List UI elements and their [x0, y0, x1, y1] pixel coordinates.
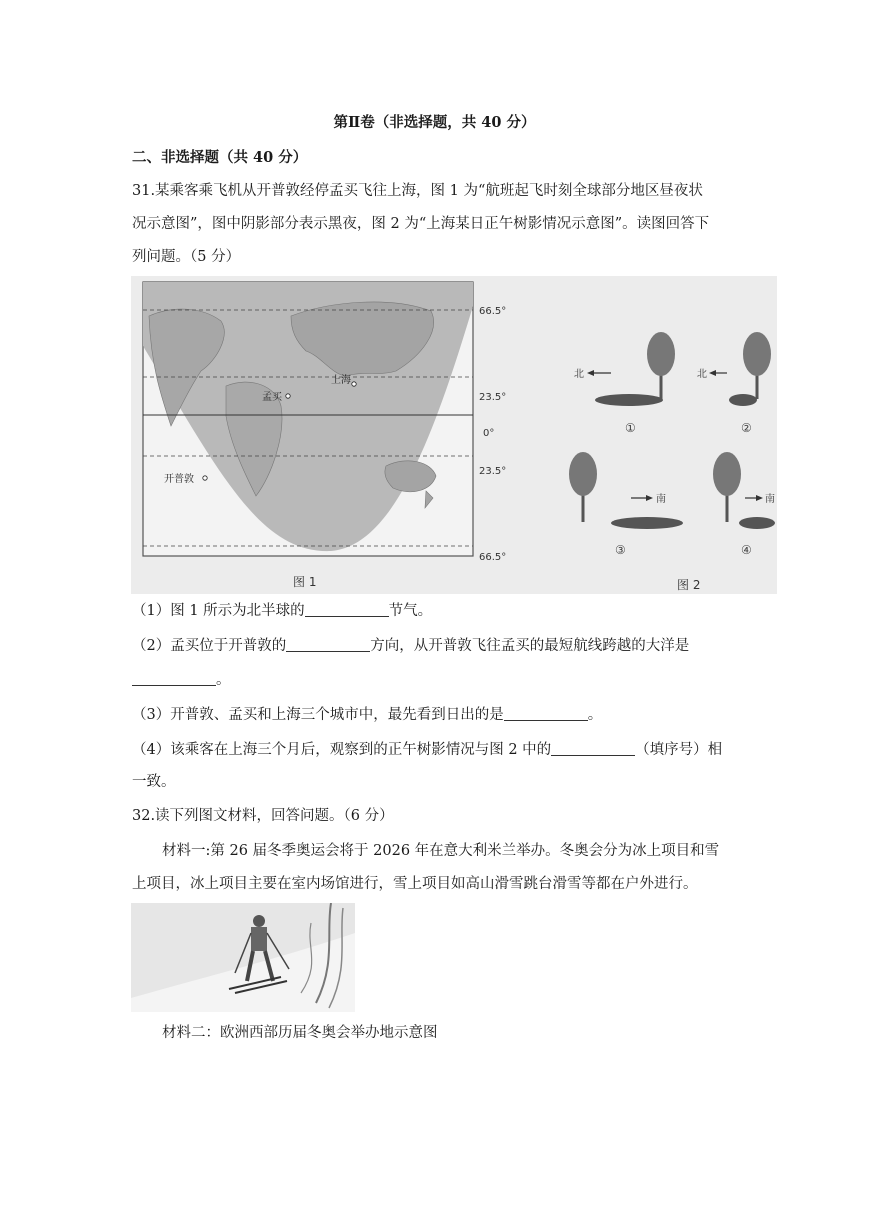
- q31-sub2-text: 方向，从开普敦飞往孟买的最短航线跨越的大洋是: [370, 638, 690, 654]
- north-label: 北: [574, 369, 584, 380]
- q31-stem-line: 列问题。（5 分）: [132, 249, 241, 265]
- lat-label: 66.5°: [479, 306, 507, 317]
- skier-image: [131, 903, 355, 1012]
- q31-sub3-text: （3）开普敦、孟买和上海三个城市中，最先看到日出的是: [132, 707, 504, 723]
- answer-blank[interactable]: [551, 741, 635, 756]
- figure2-caption: 图 2: [677, 578, 701, 592]
- south-label: 南: [765, 494, 775, 505]
- q31-sub1-text: 节气。: [388, 603, 433, 619]
- south-label: 南: [656, 494, 666, 505]
- q31-sub4-cont: 一致。: [132, 774, 176, 790]
- answer-blank[interactable]: [305, 602, 389, 617]
- part-heading: 二、非选择题（共 40 分）: [132, 149, 308, 166]
- city-label-shanghai: 上海: [331, 375, 351, 386]
- answer-blank[interactable]: [286, 637, 370, 652]
- q31-sub4-text: （4）该乘客在上海三个月后，观察到的正午树影情况与图 2 中的: [132, 742, 552, 758]
- q31-sub2: [132, 636, 742, 656]
- figure1-caption: 图 1: [293, 575, 317, 589]
- lat-label: 0°: [483, 428, 495, 439]
- q31-sub3-text: 。: [587, 707, 603, 723]
- q31-sub3: [132, 705, 742, 725]
- q31-figure: [131, 276, 777, 594]
- north-label: 北: [697, 369, 707, 380]
- figure1-day-night-map: [143, 282, 506, 589]
- tree-number: ④: [741, 543, 752, 557]
- q31-sub4: [132, 740, 742, 760]
- q31-sub4-text: （填序号）相: [635, 742, 723, 758]
- lat-label: 23.5°: [479, 466, 507, 477]
- q32-material1-line: 材料一:第 26 届冬季奥运会将于 2026 年在意大利米兰举办。冬奥会分为冰上项目和雪: [162, 843, 720, 859]
- tree-number: ①: [625, 421, 636, 435]
- q31-sub2-text: 。: [216, 672, 231, 688]
- tree-number: ③: [615, 543, 626, 557]
- section-title: 第Ⅱ卷（非选择题，共 40 分）: [333, 114, 536, 131]
- q31-stem-line: 况示意图”，图中阴影部分表示黑夜，图 2 为“上海某日正午树影情况示意图”。读图回答下: [132, 216, 710, 232]
- answer-blank[interactable]: [504, 706, 588, 721]
- q31-sub1: [132, 601, 742, 621]
- city-label-mumbai: 孟买: [262, 392, 282, 403]
- q31-sub1-text: （1）图 1 所示为北半球的: [132, 603, 305, 619]
- lat-label: 66.5°: [479, 552, 507, 563]
- q32-material1-line: 上项目，冰上项目主要在室内场馆进行，雪上项目如高山滑雪跳台滑雪等都在户外进行。: [132, 876, 698, 892]
- city-label-capetown: 开普敦: [164, 474, 194, 485]
- q31-stem-line: 31.某乘客乘飞机从开普敦经停孟买飞往上海，图 1 为“航班起飞时刻全球部分地区昼夜状: [132, 183, 703, 199]
- figure-svg: [131, 276, 777, 594]
- q31-sub2-text: （2）孟买位于开普敦的: [132, 638, 287, 654]
- answer-blank[interactable]: [132, 671, 216, 686]
- q31-sub2-cont: [132, 670, 742, 690]
- q32-stem: 32.读下列图文材料，回答问题。（6 分）: [132, 808, 394, 824]
- tree-number: ②: [741, 421, 752, 435]
- q32-material2: 材料二：欧洲西部历届冬奥会举办地示意图: [162, 1025, 438, 1041]
- lat-label: 23.5°: [479, 392, 507, 403]
